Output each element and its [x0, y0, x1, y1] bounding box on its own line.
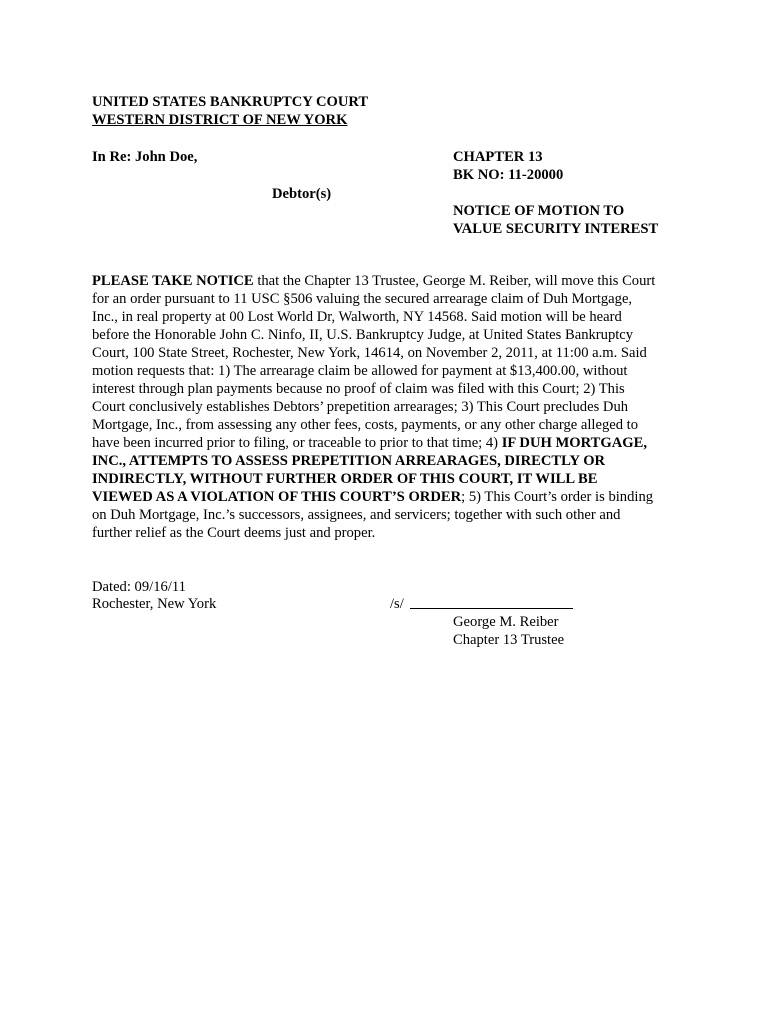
court-name: UNITED STATES BANKRUPTCY COURT — [92, 94, 369, 110]
case-chapter: CHAPTER 13 — [453, 149, 543, 165]
body-line — [92, 434, 684, 452]
signer-title: Chapter 13 Trustee — [453, 632, 565, 648]
body-text-segment: ; 5) This Court’s order is binding — [461, 489, 654, 505]
body-text-segment: have been incurred prior to filing, or traceable to prior to that time; 4) — [92, 435, 502, 451]
body-text-segment: that the Chapter 13 Trustee, George M. Reiber, will move this Court — [253, 273, 656, 289]
place-line: Rochester, New York — [92, 596, 217, 612]
please-take-notice: PLEASE TAKE NOTICE — [92, 273, 254, 289]
signature-prefix: /s/ — [390, 596, 404, 612]
debtor-label: Debtor(s) — [272, 186, 332, 202]
case-number: BK NO: 11-20000 — [453, 167, 564, 183]
notice-title-line-2: VALUE SECURITY INTEREST — [453, 221, 659, 237]
notice-title-line-1: NOTICE OF MOTION TO — [453, 203, 625, 219]
body-line: Court, 100 State Street, Rochester, New York, 14614, on November 2, 2011, at 11:00 a.m. Said — [92, 345, 647, 361]
body-bold-segment: VIEWED AS A VIOLATION OF THIS COURT’S ORDER — [92, 489, 462, 505]
body-line: motion requests that: 1) The arrearage claim be allowed for payment at $13,400.00, without — [92, 363, 628, 379]
body-line: interest through plan payments because no proof of claim was filed with this Court; 2) This — [92, 381, 625, 397]
body-line: Inc., in real property at 00 Lost World Dr, Walworth, NY 14568. Said motion will be heard — [92, 309, 622, 325]
body-bold-segment: IF DUH MORTGAGE, — [501, 435, 647, 451]
body-line: Court conclusively establishes Debtors’ prepetition arrearages; 3) This Court precludes Duh — [92, 399, 629, 415]
body-line: further relief as the Court deems just and proper. — [92, 525, 376, 541]
date-line: Dated: 09/16/11 — [92, 579, 186, 595]
body-line — [92, 272, 684, 290]
body-line: Mortgage, Inc., from assessing any other fees, costs, payments, or any other charge alleged to — [92, 417, 639, 433]
body-line: before the Honorable John C. Ninfo, II, U.S. Bankruptcy Judge, at United States Bankruptcy — [92, 327, 634, 343]
body-line: on Duh Mortgage, Inc.’s successors, assignees, and servicers; together with such other and — [92, 507, 621, 523]
court-district: WESTERN DISTRICT OF NEW YORK — [92, 112, 348, 128]
body-line — [92, 488, 684, 506]
signer-name: George M. Reiber — [453, 614, 559, 630]
case-in-re: In Re: John Doe, — [92, 149, 198, 165]
body-line: for an order pursuant to 11 USC §506 valuing the secured arrearage claim of Duh Mortgage, — [92, 291, 633, 307]
signature-line — [410, 608, 573, 609]
body-line: INDIRECTLY, WITHOUT FURTHER ORDER OF THIS COURT, IT WILL BE — [92, 471, 598, 487]
body-line: INC., ATTEMPTS TO ASSESS PREPETITION ARREARAGES, DIRECTLY OR — [92, 453, 606, 469]
notice-body — [92, 272, 684, 542]
